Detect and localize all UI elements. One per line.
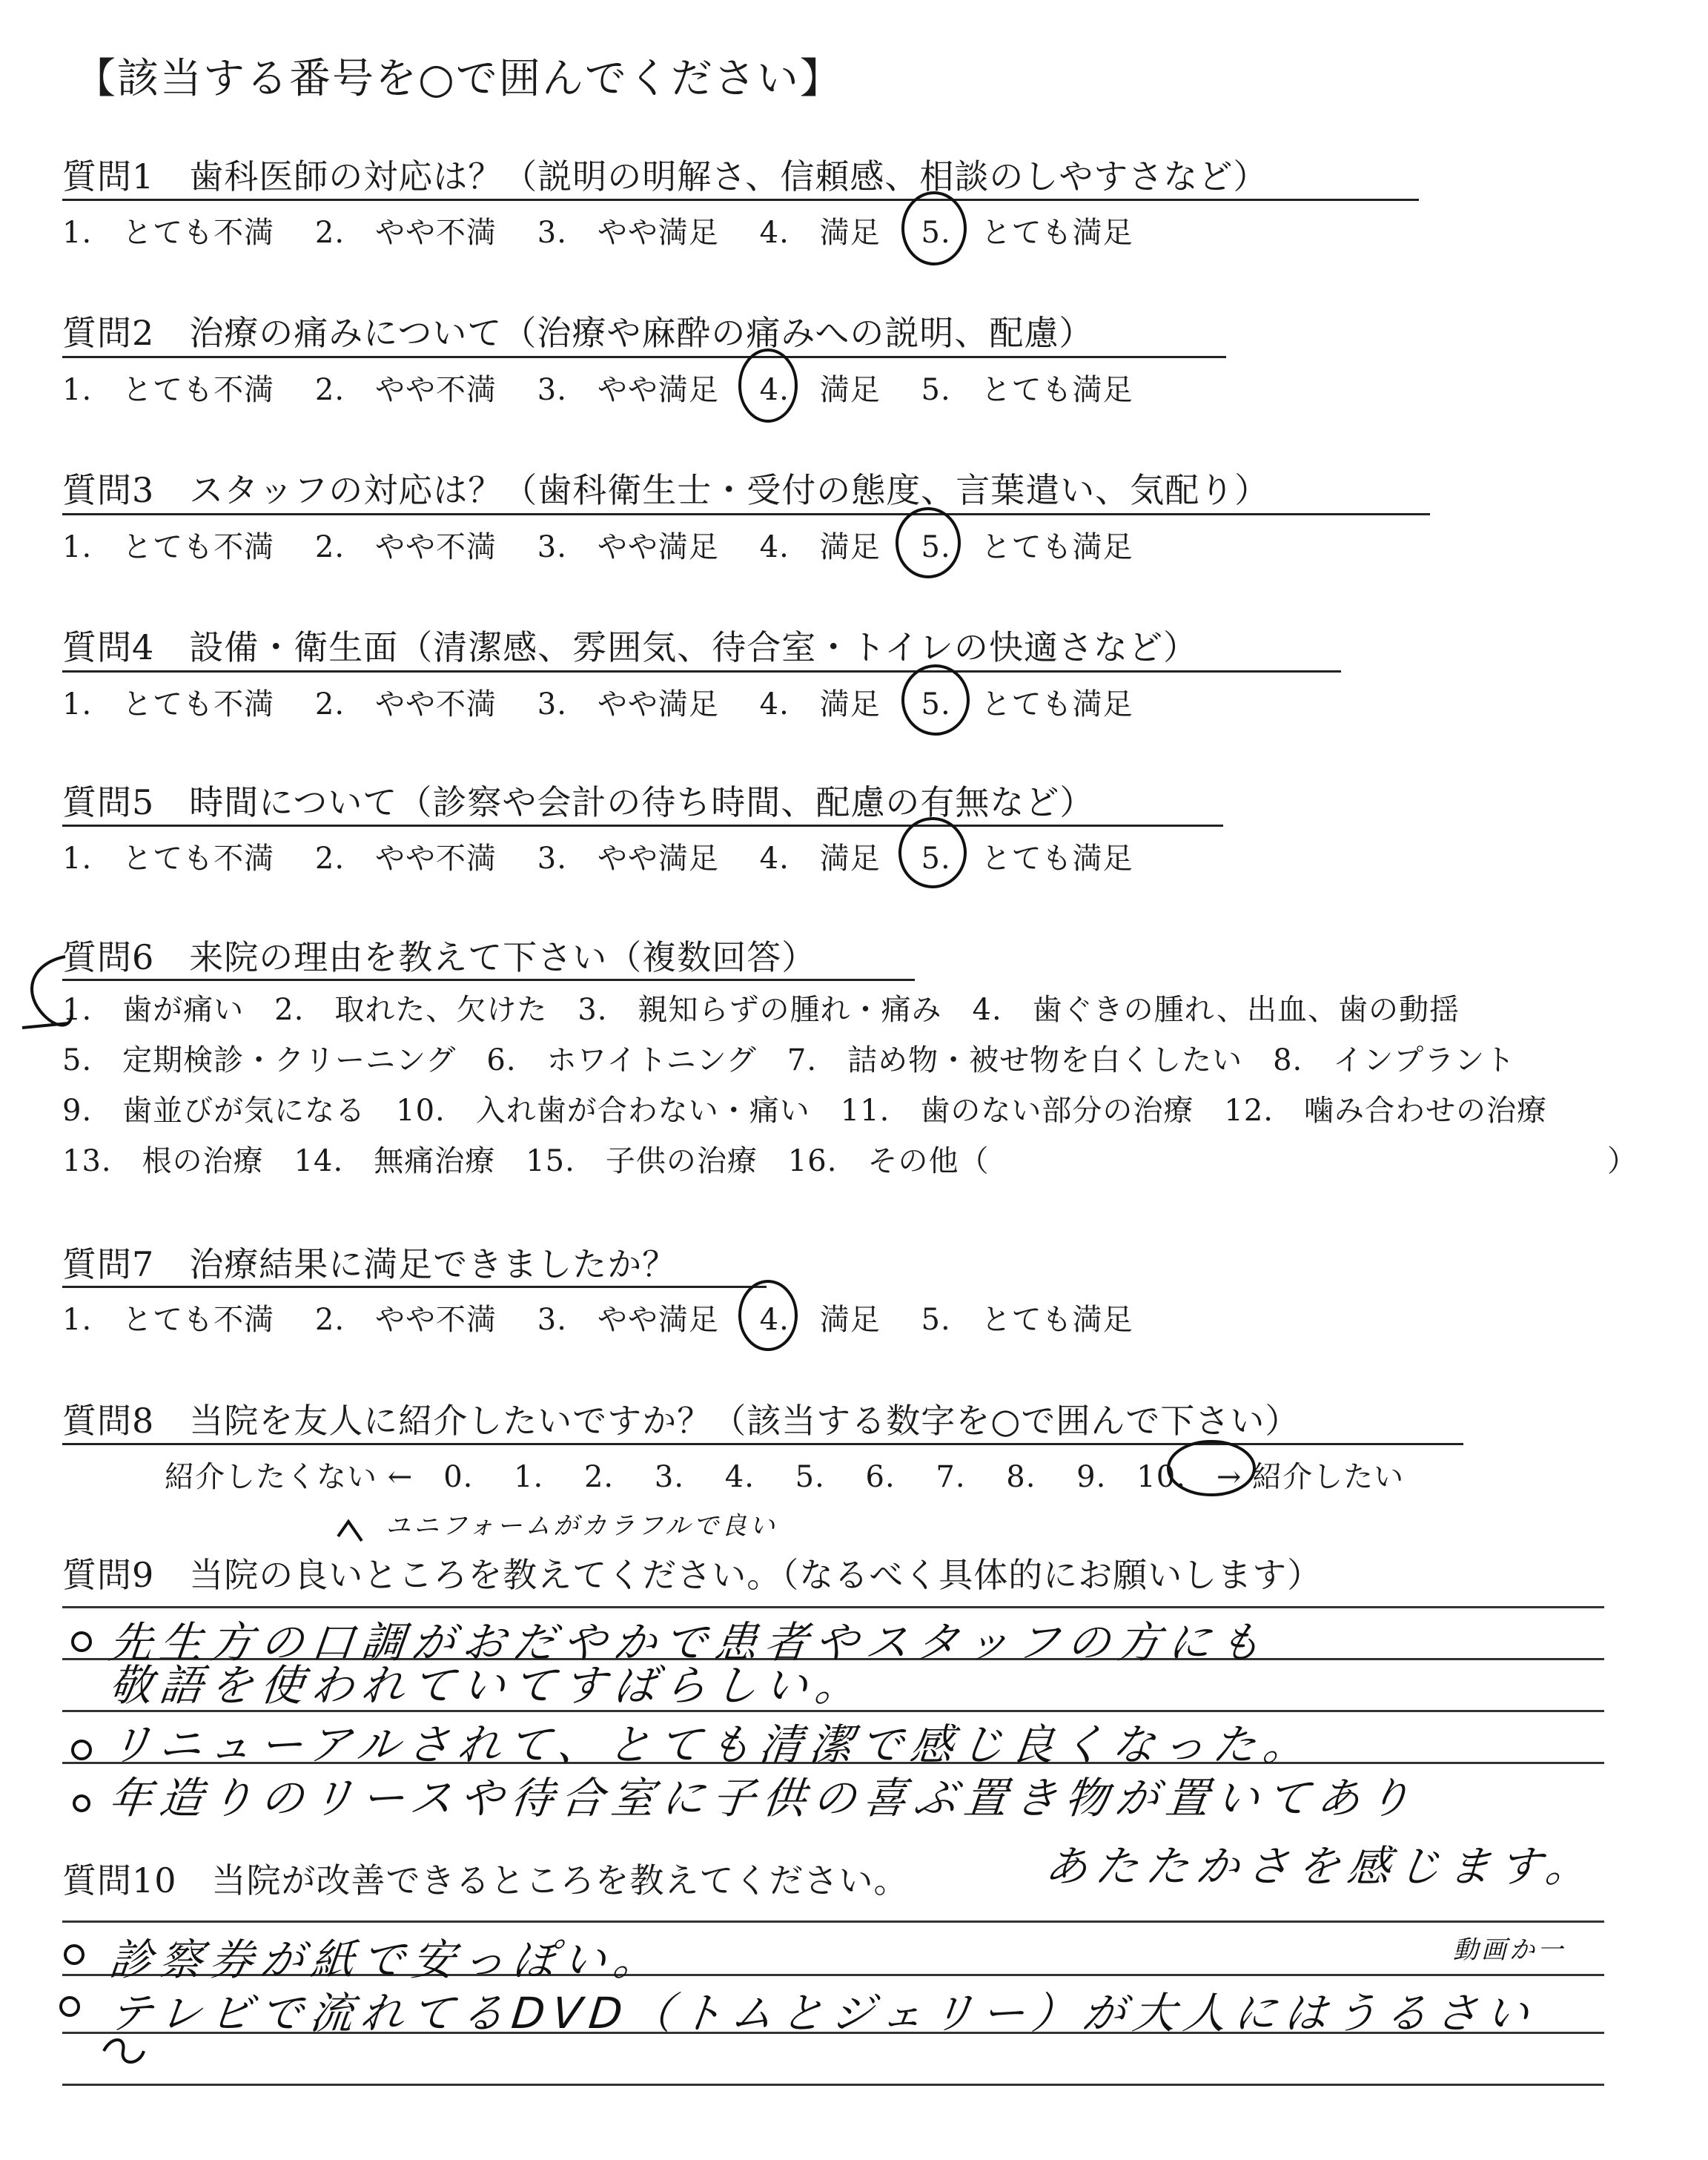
question-3-options[interactable]: 1. とても不満 2. やや不満 3. やや満足 4. 満足 5. とても満足 — [62, 530, 1133, 564]
question-6-options-row-1[interactable]: 1. 歯が痛い 2. 取れた、欠けた 3. 親知らずの腫れ・痛み 4. 歯ぐきの腫れ、出血、歯の動揺 — [62, 993, 1460, 1027]
selection-circle-q1 — [903, 193, 965, 264]
bullet-mark — [73, 1633, 90, 1651]
insertion-caret — [338, 1522, 362, 1541]
question-6-other-close-paren: ） — [1607, 1144, 1638, 1178]
selection-circle-q2 — [740, 350, 796, 421]
question-10-answer-line-2: テレビで流れてるDVD（トムとジェリー）が大人にはうるさい — [106, 1988, 1539, 2038]
question-4-options[interactable]: 1. とても不満 2. やや不満 3. やや満足 4. 満足 5. とても満足 — [62, 687, 1133, 721]
question-9-answer-line-5: あたたかさを感じます。 — [1042, 1841, 1599, 1892]
scribble-mark — [104, 2040, 144, 2062]
question-6-label: 質問6 来院の理由を教えて下さい（複数回答） — [62, 937, 817, 977]
question-2-options[interactable]: 1. とても不満 2. やや不満 3. やや満足 4. 満足 5. とても満足 — [62, 373, 1133, 407]
question-9-answer-line-3: リニューアルされて、とても清潔で感じ良くなった。 — [106, 1720, 1317, 1770]
question-2-label: 質問2 治療の痛みについて（治療や麻酔の痛みへの説明、配慮） — [62, 313, 1094, 353]
bullet-mark — [74, 1796, 89, 1811]
question-3-label: 質問3 スタッフの対応は？（歯科衛生士・受付の態度、言葉遣い、気配り） — [62, 470, 1270, 510]
selection-circle-q7 — [740, 1281, 796, 1350]
question-5-options[interactable]: 1. とても不満 2. やや不満 3. やや満足 4. 満足 5. とても満足 — [62, 842, 1133, 876]
selection-circle-q4 — [903, 666, 968, 734]
question-9-handwritten-insert: ユニフォームがカラフルで良い — [385, 1511, 778, 1541]
question-1-label: 質問1 歯科医師の対応は？（説明の明解さ、信頼感、相談のしやすさなど） — [62, 156, 1268, 196]
question-10-answer-line-1: 診察券が紙で安っぽい。 — [106, 1935, 667, 1985]
selection-circle-q6 — [32, 957, 71, 1025]
question-1-options[interactable]: 1. とても不満 2. やや不満 3. やや満足 4. 満足 5. とても満足 — [62, 216, 1133, 250]
question-6-options-row-2[interactable]: 5. 定期検診・クリーニング 6. ホワイトニング 7. 詰め物・被せ物を白くしたい 8. インプラント — [62, 1043, 1516, 1077]
bullet-mark — [61, 1998, 79, 2015]
question-6-options-row-4[interactable]: 13. 根の治療 14. 無痛治療 15. 子供の治療 16. その他（ — [62, 1144, 990, 1178]
bullet-mark — [65, 1946, 83, 1964]
selection-circle-q5 — [900, 819, 965, 887]
question-9-label: 質問9 当院の良いところを教えてください。（なるべく具体的にお願いします） — [62, 1555, 1323, 1595]
question-10-handwritten-note: 動画か一 — [1453, 1935, 1566, 1965]
question-7-label: 質問7 治療結果に満足できましたか？ — [62, 1244, 678, 1284]
question-9-answer-line-4: 年造りのリースや待合室に子供の喜ぶ置き物が置いてあり — [106, 1773, 1421, 1823]
selection-circle-q3 — [897, 509, 959, 577]
question-4-label: 質問4 設備・衛生面（清潔感、雰囲気、待合室・トイレの快適さなど） — [62, 627, 1198, 667]
question-5-label: 質問5 時間について（診察や会計の待ち時間、配慮の有無など） — [62, 782, 1095, 822]
question-8-scale[interactable]: 紹介したくない ← 0. 1. 2. 3. 4. 5. 6. 7. 8. 9. 10. → 紹介したい — [165, 1460, 1405, 1494]
selection-circle-q8 — [1168, 1441, 1254, 1495]
question-9-answer-line-1: 先生方の口調がおだやかで患者やスタッフの方にも — [106, 1617, 1272, 1668]
question-9-answer-line-2: 敬語を使われていてすばらしい。 — [106, 1660, 869, 1711]
question-6-options-row-3[interactable]: 9. 歯並びが気になる 10. 入れ歯が合わない・痛い 11. 歯のない部分の治療 12. 噛み合わせの治療 — [62, 1094, 1548, 1128]
survey-title: 【該当する番号を○で囲んでください】 — [74, 55, 843, 103]
bullet-mark — [73, 1741, 90, 1759]
question-8-label: 質問8 当院を友人に紹介したいですか？（該当する数字を○で囲んで下さい） — [62, 1401, 1300, 1441]
question-7-options[interactable]: 1. とても不満 2. やや不満 3. やや満足 4. 満足 5. とても満足 — [62, 1303, 1133, 1337]
question-10-label: 質問10 当院が改善できるところを教えてください。 — [62, 1860, 909, 1900]
